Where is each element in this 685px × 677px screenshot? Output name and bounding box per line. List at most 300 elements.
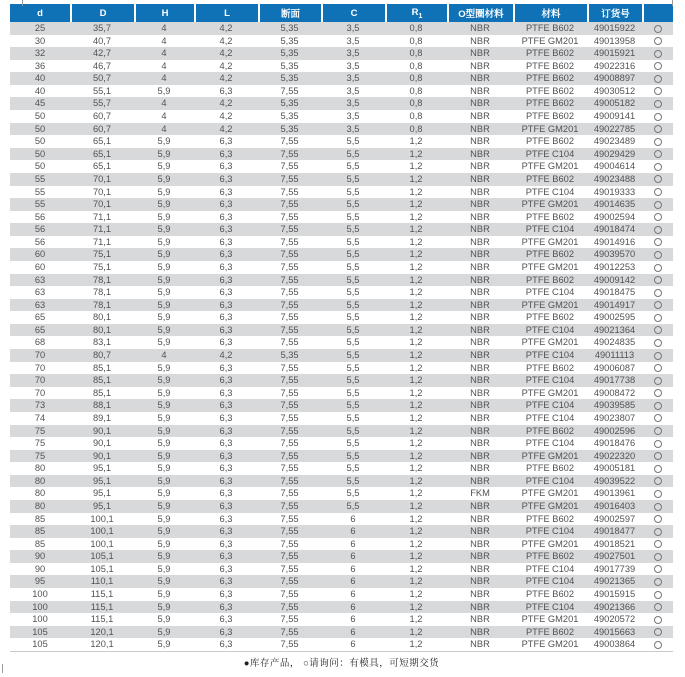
inquiry-circle-icon — [654, 113, 662, 121]
cell-L: 4,2 — [219, 111, 233, 122]
cell-availability — [642, 362, 673, 375]
cell-H: 5,9 — [157, 161, 171, 172]
cell-C: 5,5 — [346, 274, 360, 285]
cell-availability — [642, 97, 673, 110]
table-row — [10, 399, 673, 412]
cell-availability — [642, 47, 673, 60]
cell-C: 5,5 — [346, 199, 360, 210]
cell-order-no: 49009142 — [593, 274, 636, 285]
table-row — [10, 374, 673, 387]
cell-oring-material: NBR — [470, 123, 490, 134]
cell-C: 6 — [350, 538, 356, 549]
cell-oring-material: NBR — [470, 85, 490, 96]
cell-C: 3,5 — [346, 23, 360, 33]
cell-L: 6,3 — [219, 199, 233, 210]
cell-L: 6,3 — [219, 412, 233, 423]
cell-order-no: 49014916 — [593, 236, 636, 247]
table-header — [10, 4, 673, 22]
cell-d: 80 — [34, 463, 46, 474]
table-body — [10, 22, 673, 651]
cell-material: PTFE C104 — [525, 576, 575, 587]
cell-d: 74 — [34, 412, 46, 423]
cell-order-no: 49023488 — [593, 173, 636, 184]
cell-H: 5,9 — [157, 538, 171, 549]
cell-material: PTFE B602 — [525, 98, 575, 109]
cell-section: 7,55 — [280, 450, 299, 461]
cell-d: 70 — [34, 375, 46, 386]
cell-oring-material: NBR — [470, 551, 490, 562]
cell-oring-material: FKM — [470, 488, 490, 499]
cell-D: 71,1 — [92, 211, 112, 222]
cell-availability — [642, 160, 673, 173]
inquiry-circle-icon — [654, 175, 662, 183]
cell-order-no: 49024835 — [593, 337, 636, 348]
cell-L: 6,3 — [219, 337, 233, 348]
cell-section: 7,55 — [280, 475, 299, 486]
column-header-H: H — [134, 4, 194, 22]
cell-C: 5,5 — [346, 312, 360, 323]
cell-H: 5,9 — [157, 337, 171, 348]
cell-R1: 1,2 — [409, 312, 423, 323]
cell-oring-material: NBR — [470, 601, 490, 612]
cell-L: 6,3 — [219, 224, 233, 235]
cell-L: 6,3 — [219, 463, 233, 474]
cell-availability — [642, 72, 673, 85]
cell-D: 90,1 — [92, 438, 112, 449]
cell-L: 4,2 — [219, 350, 233, 361]
cell-order-no: 49018477 — [593, 526, 636, 537]
cell-material: PTFE B602 — [525, 23, 575, 33]
cell-oring-material: NBR — [470, 614, 490, 625]
cell-D: 60,7 — [92, 123, 112, 134]
cell-material: PTFE GM201 — [521, 261, 579, 272]
cell-C: 5,5 — [346, 211, 360, 222]
cell-material: PTFE B602 — [525, 136, 575, 147]
table-row — [10, 475, 673, 488]
cell-availability — [642, 173, 673, 186]
table-row — [10, 387, 673, 400]
cell-d: 80 — [34, 488, 46, 499]
cell-L: 6,3 — [219, 375, 233, 386]
cell-R1: 0,8 — [409, 35, 423, 46]
cell-d: 45 — [34, 98, 46, 109]
r1-label: R — [411, 6, 419, 18]
cell-R1: 1,2 — [409, 438, 423, 449]
cell-R1: 0,8 — [409, 111, 423, 122]
table-row — [10, 362, 673, 375]
table-row — [10, 638, 673, 651]
table-row — [10, 198, 673, 211]
cell-order-no: 49002595 — [593, 312, 636, 323]
cell-d: 65 — [34, 312, 46, 323]
cell-L: 6,3 — [219, 400, 233, 411]
cell-D: 100,1 — [90, 526, 114, 537]
table-row — [10, 248, 673, 261]
cell-H: 4 — [161, 23, 167, 33]
cell-H: 5,9 — [157, 425, 171, 436]
cell-order-no: 49016403 — [593, 500, 636, 511]
cell-section: 7,55 — [280, 438, 299, 449]
inquiry-circle-icon — [654, 553, 662, 561]
table-row — [10, 173, 673, 186]
cell-availability — [642, 236, 673, 249]
cell-d: 60 — [34, 249, 46, 260]
cell-oring-material: NBR — [470, 324, 490, 335]
cell-C: 6 — [350, 601, 356, 612]
cell-order-no: 49013958 — [593, 35, 636, 46]
inquiry-circle-icon — [654, 515, 662, 523]
inquiry-circle-icon — [654, 377, 662, 385]
cell-H: 5,9 — [157, 601, 171, 612]
table-row — [10, 236, 673, 249]
cell-material: PTFE C104 — [525, 350, 575, 361]
cell-section: 7,55 — [280, 387, 299, 398]
cell-material: PTFE B602 — [525, 60, 575, 71]
cell-L: 6,3 — [219, 173, 233, 184]
cell-oring-material: NBR — [470, 111, 490, 122]
cell-oring-material: NBR — [470, 576, 490, 587]
cell-material: PTFE GM201 — [521, 614, 579, 625]
column-header-availability — [642, 4, 673, 22]
cell-R1: 1,2 — [409, 526, 423, 537]
cell-material: PTFE GM201 — [521, 450, 579, 461]
cell-order-no: 49039522 — [593, 475, 636, 486]
cell-C: 3,5 — [346, 111, 360, 122]
inquiry-circle-icon — [654, 201, 662, 209]
inquiry-circle-icon — [654, 427, 662, 435]
cell-availability — [642, 412, 673, 425]
inquiry-circle-icon — [654, 188, 662, 196]
cell-H: 5,9 — [157, 614, 171, 625]
cell-H: 5,9 — [157, 186, 171, 197]
cell-oring-material: NBR — [470, 274, 490, 285]
cell-material: PTFE C104 — [525, 224, 575, 235]
cell-material: PTFE C104 — [525, 412, 575, 423]
cell-order-no: 49022785 — [593, 123, 636, 134]
cell-H: 5,9 — [157, 224, 171, 235]
legend-note: ●库存产品， ○请询问：有模具，可短期交货 — [243, 657, 440, 669]
cell-D: 55,7 — [92, 98, 112, 109]
inquiry-circle-icon — [654, 25, 662, 33]
cell-oring-material: NBR — [470, 261, 490, 272]
cell-material: PTFE C104 — [525, 324, 575, 335]
cell-availability — [642, 462, 673, 475]
cell-C: 3,5 — [346, 35, 360, 46]
cell-order-no: 49005181 — [593, 463, 636, 474]
cell-H: 5,9 — [157, 148, 171, 159]
cell-availability — [642, 513, 673, 526]
cell-D: 78,1 — [92, 274, 112, 285]
cell-availability — [642, 135, 673, 148]
cell-L: 6,3 — [219, 161, 233, 172]
cell-H: 5,9 — [157, 287, 171, 298]
cell-oring-material: NBR — [470, 475, 490, 486]
cell-order-no: 49022316 — [593, 60, 636, 71]
cell-order-no: 49021365 — [593, 576, 636, 587]
inquiry-circle-icon — [654, 628, 662, 636]
cell-order-no: 49013961 — [593, 488, 636, 499]
cell-D: 105,1 — [90, 551, 114, 562]
cell-order-no: 49014635 — [593, 199, 636, 210]
cell-R1: 1,2 — [409, 249, 423, 260]
cell-order-no: 49006087 — [593, 362, 636, 373]
cell-L: 6,3 — [219, 211, 233, 222]
cell-C: 6 — [350, 589, 356, 600]
cell-oring-material: NBR — [470, 513, 490, 524]
cell-C: 5,5 — [346, 186, 360, 197]
cell-H: 5,9 — [157, 211, 171, 222]
cell-R1: 1,2 — [409, 236, 423, 247]
cell-section: 7,55 — [280, 337, 299, 348]
column-header-section: 断面 — [258, 4, 321, 22]
cell-D: 75,1 — [92, 249, 112, 260]
cell-oring-material: NBR — [470, 450, 490, 461]
cell-order-no: 49021366 — [593, 601, 636, 612]
cell-L: 6,3 — [219, 85, 233, 96]
cell-L: 6,3 — [219, 387, 233, 398]
cell-material: PTFE GM201 — [521, 236, 579, 247]
column-header-L: L — [194, 4, 258, 22]
cell-D: 80,1 — [92, 312, 112, 323]
cell-section: 7,55 — [280, 538, 299, 549]
cell-d: 40 — [34, 85, 46, 96]
cell-R1: 0,8 — [409, 85, 423, 96]
cell-L: 6,3 — [219, 236, 233, 247]
inquiry-circle-icon — [654, 414, 662, 422]
column-header-oring-material: O型圈材料 — [447, 4, 513, 22]
cell-R1: 1,2 — [409, 287, 423, 298]
cell-C: 5,5 — [346, 463, 360, 474]
cell-order-no: 49014917 — [593, 299, 636, 310]
cell-availability — [642, 223, 673, 236]
cell-section: 7,55 — [280, 85, 299, 96]
cell-L: 4,2 — [219, 60, 233, 71]
table-row — [10, 601, 673, 614]
cell-material: PTFE B602 — [525, 85, 575, 96]
inquiry-circle-icon — [654, 62, 662, 70]
inquiry-circle-icon — [654, 540, 662, 548]
cell-availability — [642, 638, 673, 651]
cell-material: PTFE B602 — [525, 211, 575, 222]
inquiry-circle-icon — [654, 50, 662, 58]
cell-material: PTFE B602 — [525, 463, 575, 474]
cell-H: 5,9 — [157, 463, 171, 474]
cell-D: 80,7 — [92, 350, 112, 361]
cell-R1: 1,2 — [409, 375, 423, 386]
cell-oring-material: NBR — [470, 224, 490, 235]
cell-material: PTFE B602 — [525, 111, 575, 122]
cell-H: 5,9 — [157, 85, 171, 96]
cell-L: 6,3 — [219, 438, 233, 449]
inquiry-circle-icon — [654, 503, 662, 511]
inquiry-circle-icon — [654, 87, 662, 95]
cell-d: 63 — [34, 299, 46, 310]
cell-oring-material: NBR — [470, 626, 490, 637]
column-header-D: D — [70, 4, 134, 22]
cell-R1: 1,2 — [409, 224, 423, 235]
cell-order-no: 49003864 — [593, 639, 636, 650]
cell-oring-material: NBR — [470, 362, 490, 373]
cell-oring-material: NBR — [470, 639, 490, 650]
cell-oring-material: NBR — [470, 73, 490, 84]
cell-C: 5,5 — [346, 224, 360, 235]
cell-order-no: 49017739 — [593, 563, 636, 574]
cell-R1: 1,2 — [409, 199, 423, 210]
cell-H: 5,9 — [157, 299, 171, 310]
cell-L: 6,3 — [219, 450, 233, 461]
cell-order-no: 49027501 — [593, 551, 636, 562]
cell-d: 85 — [34, 526, 46, 537]
cell-section: 7,55 — [280, 312, 299, 323]
cell-order-no: 49039585 — [593, 400, 636, 411]
crop-mark-top-right — [672, 0, 673, 6]
cell-order-no: 49015922 — [593, 23, 636, 33]
inquiry-circle-icon — [654, 251, 662, 259]
inquiry-circle-icon — [654, 565, 662, 573]
cell-d: 50 — [34, 136, 46, 147]
cell-d: 55 — [34, 186, 46, 197]
cell-R1: 0,8 — [409, 123, 423, 134]
cell-section: 5,35 — [280, 23, 299, 33]
cell-section: 7,55 — [280, 299, 299, 310]
cell-oring-material: NBR — [470, 400, 490, 411]
cell-D: 65,1 — [92, 148, 112, 159]
table-row — [10, 324, 673, 337]
cell-material: PTFE C104 — [525, 375, 575, 386]
cell-d: 63 — [34, 274, 46, 285]
inquiry-circle-icon — [654, 238, 662, 246]
cell-d: 73 — [34, 400, 46, 411]
cell-d: 75 — [34, 425, 46, 436]
cell-D: 95,1 — [92, 475, 112, 486]
cell-D: 83,1 — [92, 337, 112, 348]
cell-C: 5,5 — [346, 173, 360, 184]
inquiry-circle-icon — [654, 326, 662, 334]
cell-d: 105 — [32, 626, 48, 637]
cell-d: 85 — [34, 513, 46, 524]
cell-availability — [642, 186, 673, 199]
cell-d: 70 — [34, 387, 46, 398]
cell-C: 5,5 — [346, 148, 360, 159]
cell-H: 5,9 — [157, 312, 171, 323]
cell-oring-material: NBR — [470, 35, 490, 46]
cell-oring-material: NBR — [470, 211, 490, 222]
cell-R1: 1,2 — [409, 412, 423, 423]
cell-D: 71,1 — [92, 236, 112, 247]
cell-C: 5,5 — [346, 412, 360, 423]
cell-availability — [642, 538, 673, 551]
cell-availability — [642, 601, 673, 614]
cell-oring-material: NBR — [470, 312, 490, 323]
cell-D: 90,1 — [92, 425, 112, 436]
cell-material: PTFE GM201 — [521, 161, 579, 172]
table-row — [10, 462, 673, 475]
cell-R1: 1,2 — [409, 337, 423, 348]
cell-D: 95,1 — [92, 500, 112, 511]
cell-availability — [642, 299, 673, 312]
cell-L: 6,3 — [219, 249, 233, 260]
cell-L: 6,3 — [219, 312, 233, 323]
cell-section: 5,35 — [280, 73, 299, 84]
cell-L: 6,3 — [219, 148, 233, 159]
cell-section: 7,55 — [280, 136, 299, 147]
cell-L: 6,3 — [219, 526, 233, 537]
table-row — [10, 261, 673, 274]
column-header-R1 — [385, 4, 447, 22]
seal-spec-table — [10, 4, 673, 651]
cell-H: 5,9 — [157, 236, 171, 247]
cell-L: 4,2 — [219, 123, 233, 134]
table-row — [10, 97, 673, 110]
cell-material: PTFE GM201 — [521, 299, 579, 310]
cell-availability — [642, 286, 673, 299]
cell-section: 7,55 — [280, 287, 299, 298]
cell-d: 100 — [32, 614, 48, 625]
cell-oring-material: NBR — [470, 136, 490, 147]
cell-availability — [642, 110, 673, 123]
cell-d: 40 — [34, 73, 46, 84]
table-row — [10, 223, 673, 236]
cell-material: PTFE GM201 — [521, 123, 579, 134]
cell-H: 5,9 — [157, 387, 171, 398]
cell-R1: 1,2 — [409, 362, 423, 373]
cell-material: PTFE B602 — [525, 173, 575, 184]
cell-H: 5,9 — [157, 136, 171, 147]
cell-D: 60,7 — [92, 111, 112, 122]
cell-section: 7,55 — [280, 324, 299, 335]
cell-order-no: 49002594 — [593, 211, 636, 222]
cell-oring-material: NBR — [470, 186, 490, 197]
cell-C: 6 — [350, 576, 356, 587]
cell-d: 90 — [34, 551, 46, 562]
cell-availability — [642, 35, 673, 48]
cell-availability — [642, 274, 673, 287]
cell-material: PTFE GM201 — [521, 387, 579, 398]
cell-d: 100 — [32, 601, 48, 612]
cell-C: 6 — [350, 551, 356, 562]
table-row — [10, 274, 673, 287]
cell-d: 50 — [34, 161, 46, 172]
cell-C: 5,5 — [346, 500, 360, 511]
cell-oring-material: NBR — [470, 387, 490, 398]
crop-mark-bottom-left — [2, 664, 3, 673]
cell-H: 5,9 — [157, 249, 171, 260]
table-row — [10, 110, 673, 123]
cell-H: 5,9 — [157, 475, 171, 486]
cell-C: 5,5 — [346, 400, 360, 411]
cell-R1: 1,2 — [409, 350, 423, 361]
cell-material: PTFE C104 — [525, 186, 575, 197]
cell-D: 89,1 — [92, 412, 112, 423]
cell-material: PTFE C104 — [525, 148, 575, 159]
cell-L: 6,3 — [219, 538, 233, 549]
table-bottom-divider — [10, 651, 673, 652]
cell-R1: 1,2 — [409, 261, 423, 272]
cell-R1: 1,2 — [409, 563, 423, 574]
table-row — [10, 525, 673, 538]
inquiry-circle-icon — [654, 591, 662, 599]
cell-availability — [642, 336, 673, 349]
cell-L: 6,3 — [219, 614, 233, 625]
cell-availability — [642, 450, 673, 463]
cell-d: 60 — [34, 261, 46, 272]
inquiry-circle-icon — [654, 75, 662, 83]
cell-C: 5,5 — [346, 299, 360, 310]
cell-material: PTFE GM201 — [521, 538, 579, 549]
cell-L: 6,3 — [219, 362, 233, 373]
cell-d: 32 — [34, 48, 46, 59]
inquiry-circle-icon — [654, 402, 662, 410]
